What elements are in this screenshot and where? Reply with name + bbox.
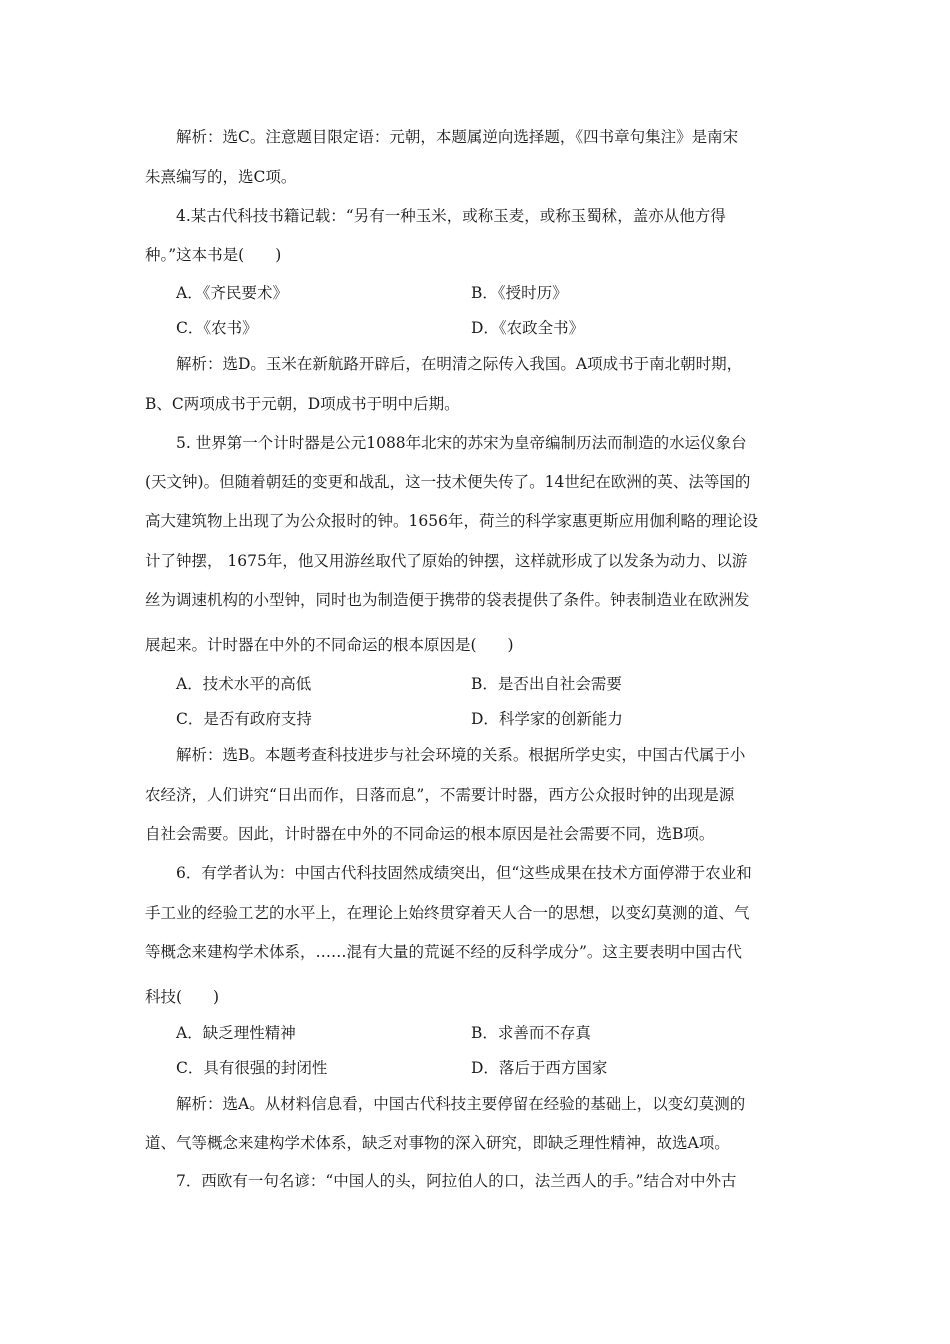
answer-3-text: 解析：选C。注意题目限定语：元朝，本题属逆向选择题，《四书章句集注》是南宋 bbox=[176, 128, 739, 146]
answer-4-text: 解析：选D。玉米在新航路开辟后，在明清之际传入我国。A项成书于南北朝时期， bbox=[176, 355, 743, 373]
answer-5-text: 解析：选B。本题考查科技进步与社会环境的关系。根据所学史实，中国古代属于小 bbox=[176, 746, 746, 764]
question-6-text: 等概念来建构学术体系，……混有大量的荒诞不经的反科学成分”。这主要表明中国古代 bbox=[145, 943, 742, 961]
question-6-option-a: A．缺乏理性精神 bbox=[176, 1024, 296, 1042]
answer-4-text: B、C两项成书于元朝，D项成书于明中后期。 bbox=[145, 395, 460, 413]
question-4-text: 4.某古代科技书籍记载：“另有一种玉米，或称玉麦，或称玉蜀秫，盖亦从他方得 bbox=[176, 207, 726, 225]
answer-6-text: 解析：选A。从材料信息看，中国古代科技主要停留在经验的基础上，以变幻莫测的 bbox=[176, 1095, 746, 1113]
question-5-option-c: C．是否有政府支持 bbox=[176, 710, 312, 728]
question-6-option-d: D．落后于西方国家 bbox=[471, 1059, 608, 1077]
question-4-text: 种。”这本书是( ) bbox=[145, 246, 282, 264]
answer-5-text: 农经济，人们讲究“日出而作，日落而息”，不需要计时器，西方公众报时钟的出现是源 bbox=[145, 786, 735, 804]
question-6-option-c: C．具有很强的封闭性 bbox=[176, 1059, 328, 1077]
question-6-text: 6．有学者认为：中国古代科技固然成绩突出，但“这些成果在技术方面停滞于农业和 bbox=[176, 864, 752, 882]
question-4-option-b: B．《授时历》 bbox=[471, 284, 568, 302]
question-5-text: 高大建筑物上出现了为公众报时的钟。1656年，荷兰的科学家惠更斯应用伽利略的理论设 bbox=[145, 512, 758, 530]
question-4-option-c: C．《农书》 bbox=[176, 319, 258, 337]
question-5-text: 5. 世界第一个计时器是公元1088年北宋的苏宋为皇帝编制历法而制造的水运仪象台 bbox=[176, 434, 747, 452]
question-5-text: 计了钟摆， 1675年，他又用游丝取代了原始的钟摆，这样就形成了以发条为动力、以游 bbox=[145, 552, 748, 570]
question-5-text: 丝为调速机构的小型钟，同时也为制造便于携带的袋表提供了条件。钟表制造业在欧洲发 bbox=[145, 591, 750, 609]
question-5-text: 展起来。计时器在中外的不同命运的根本原因是( ) bbox=[145, 636, 514, 654]
question-5-option-a: A．技术水平的高低 bbox=[176, 675, 312, 693]
question-5-option-b: B．是否出自社会需要 bbox=[471, 675, 622, 693]
answer-6-text: 道、气等概念来建构学术体系，缺乏对事物的深入研究，即缺乏理性精神，故选A项。 bbox=[145, 1134, 730, 1152]
question-4-option-a: A．《齐民要术》 bbox=[176, 284, 288, 302]
question-4-option-d: D．《农政全书》 bbox=[471, 319, 585, 337]
answer-5-text: 自社会需要。因此，计时器在中外的不同命运的根本原因是社会需要不同，选B项。 bbox=[145, 825, 715, 843]
question-6-option-b: B．求善而不存真 bbox=[471, 1024, 591, 1042]
question-5-text: (天文钟)。但随着朝廷的变更和战乱，这一技术便失传了。14世纪在欧洲的英、法等国的 bbox=[145, 473, 751, 491]
answer-3-text: 朱熹编写的，选C项。 bbox=[145, 168, 297, 186]
question-5-option-d: D．科学家的创新能力 bbox=[471, 710, 623, 728]
question-6-text: 科技( ) bbox=[145, 988, 220, 1006]
question-7-text: 7．西欧有一句名谚：“中国人的头，阿拉伯人的口，法兰西人的手。”结合对中外古 bbox=[176, 1172, 737, 1190]
question-6-text: 手工业的经验工艺的水平上，在理论上始终贯穿着天人合一的思想，以变幻莫测的道、气 bbox=[145, 904, 750, 922]
